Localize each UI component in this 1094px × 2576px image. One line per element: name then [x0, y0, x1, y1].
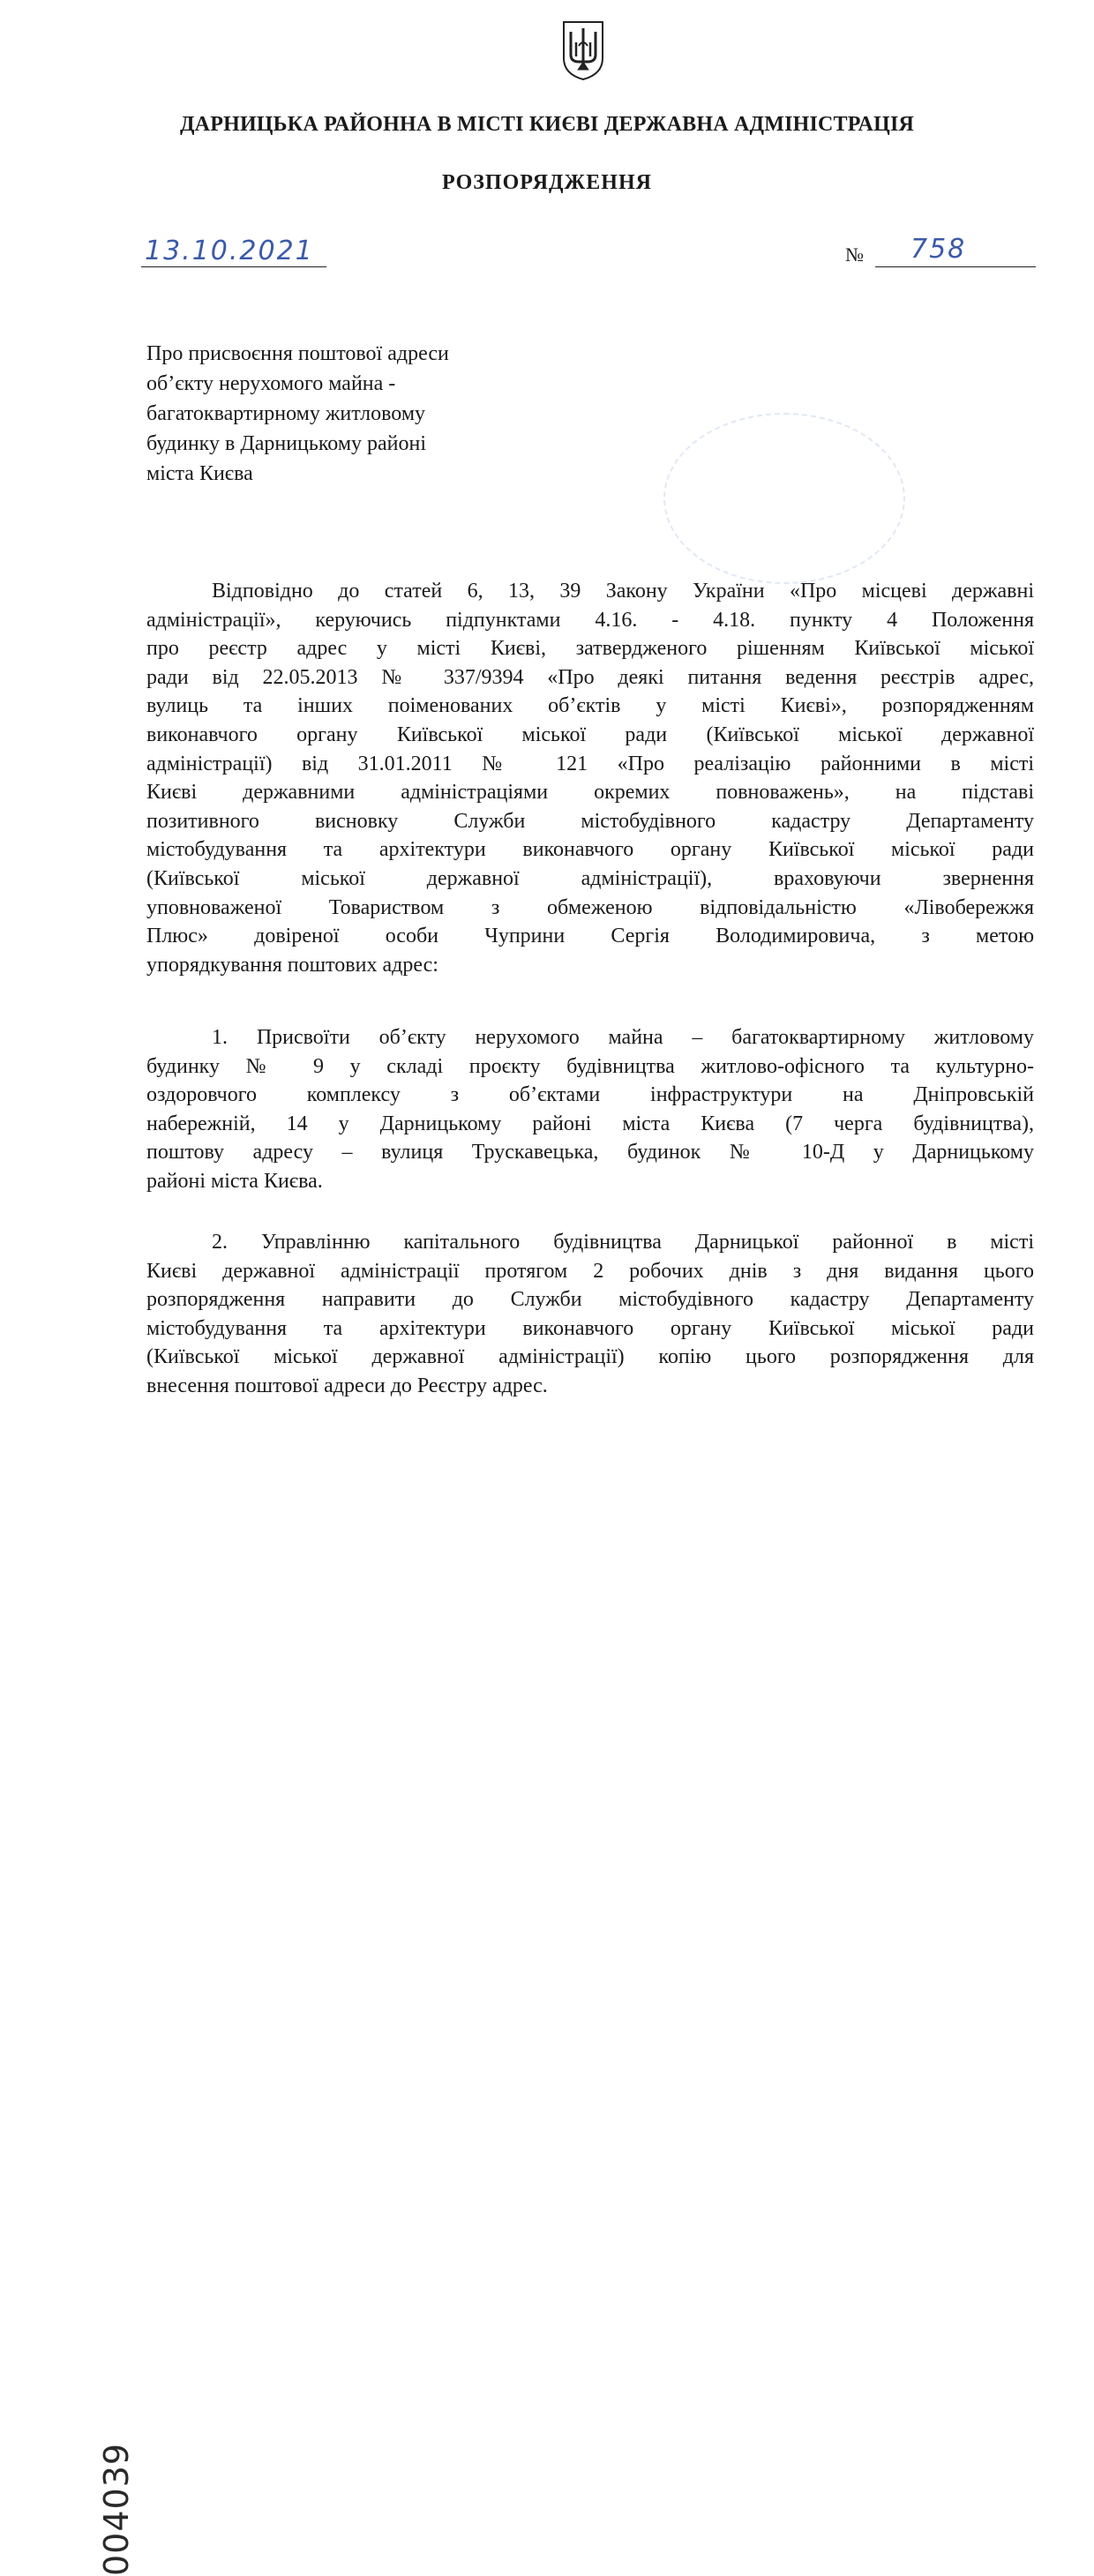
subject-block: [146, 339, 535, 489]
date-field: [141, 236, 326, 267]
registration-number-area: [51, 1226, 136, 2576]
subject-line: багатоквартирному житловому: [146, 402, 426, 425]
text-line: позитивного висновку Служби містобудівного кадастру Департаменту: [146, 809, 1034, 833]
text-line: Києві державної адміністрації протягом 2 робочих днів з дня видання цього: [146, 1259, 1034, 1283]
text-line: набережній, 14 у Дарницькому районі міста Києва (7 черга будівництва),: [146, 1112, 1034, 1135]
date-value: 13.10.2021: [145, 236, 314, 266]
text-line: будинку № 9 у складі проєкту будівництва житлово-офісного та культурно-: [146, 1054, 1034, 1078]
item-1-paragraph: [146, 1023, 1034, 1196]
text-line: упорядкування поштових адрес:: [146, 953, 438, 977]
text-line: 1. Присвоїти об’єкту нерухомого майна – багатоквартирному житловому: [212, 1026, 1034, 1049]
number-label: №: [845, 243, 864, 266]
text-line: про реєстр адрес у місті Києві, затвердженого рішенням Київської міської: [146, 637, 1034, 661]
text-line: розпорядження направити до Служби містобудівного кадастру Департаменту: [146, 1288, 1034, 1312]
text-line: ради від 22.05.2013 № 337/9394 «Про деякі питання ведення реєстрів адрес,: [146, 665, 1034, 689]
item-2-paragraph: [146, 1228, 1034, 1401]
text-line: 2. Управлінню капітального будівництва Дарницької районної в місті: [212, 1231, 1034, 1254]
text-line: районі міста Києва.: [146, 1169, 323, 1193]
text-line: містобудування та архітектури виконавчого органу Київської міської ради: [146, 838, 1034, 862]
text-line: поштову адресу – вулиця Трускавецька, будинок № 10-Д у Дарницькому: [146, 1141, 1034, 1164]
number-field: [875, 236, 1036, 267]
document-type-heading: РОЗПОРЯДЖЕННЯ: [442, 171, 652, 194]
text-line: (Київської міської державної адміністрації) копію цього розпорядження для: [146, 1345, 1034, 1369]
subject-line: будинку в Дарницькому районі: [146, 432, 427, 455]
text-line: Відповідно до статей 6, 13, 39 Закону України «Про місцеві державні: [212, 580, 1034, 603]
text-line: внесення поштової адреси до Реєстру адрес.: [146, 1374, 548, 1397]
trident-coat-of-arms-icon: [561, 19, 605, 81]
subject-line: міста Києва: [146, 462, 253, 485]
organization-title: ДАРНИЦЬКА РАЙОННА В МІСТІ КИЄВІ ДЕРЖАВНА АДМІНІСТРАЦІЯ: [179, 113, 915, 136]
text-line: оздоровчого комплексу з об’єктами інфраструктури на Дніпровській: [146, 1083, 1034, 1107]
number-value: 758: [910, 234, 967, 265]
subject-line: Про присвоєння поштової адреси: [146, 342, 449, 365]
preamble-paragraph: [146, 577, 1034, 979]
faint-seal-stamp: [663, 413, 905, 584]
text-line: містобудування та архітектури виконавчого органу Київської міської ради: [146, 1316, 1034, 1340]
text-line: уповноваженої Товариством з обмеженою відповідальністю «Лівобережжя: [146, 895, 1034, 919]
subject-line: об’єкту нерухомого майна -: [146, 372, 396, 395]
text-line: виконавчого органу Київської міської ради (Київської міської державної: [146, 723, 1034, 746]
text-line: адміністрації», керуючись підпунктами 4.16. - 4.18. пункту 4 Положення: [146, 608, 1034, 632]
text-line: Києві державними адміністраціями окремих повноважень», на підставі: [146, 781, 1034, 805]
registration-number: 004039: [97, 2442, 136, 2576]
text-line: адміністрації) від 31.01.2011 № 121 «Про реалізацію районними в місті: [146, 752, 1034, 775]
text-line: (Київської міської державної адміністрації), враховуючи звернення: [146, 866, 1034, 890]
text-line: вулиць та інших поіменованих об’єктів у місті Києві», розпорядженням: [146, 694, 1034, 718]
text-line: Плюс» довіреної особи Чуприни Сергія Володимировича, з метою: [146, 925, 1034, 948]
